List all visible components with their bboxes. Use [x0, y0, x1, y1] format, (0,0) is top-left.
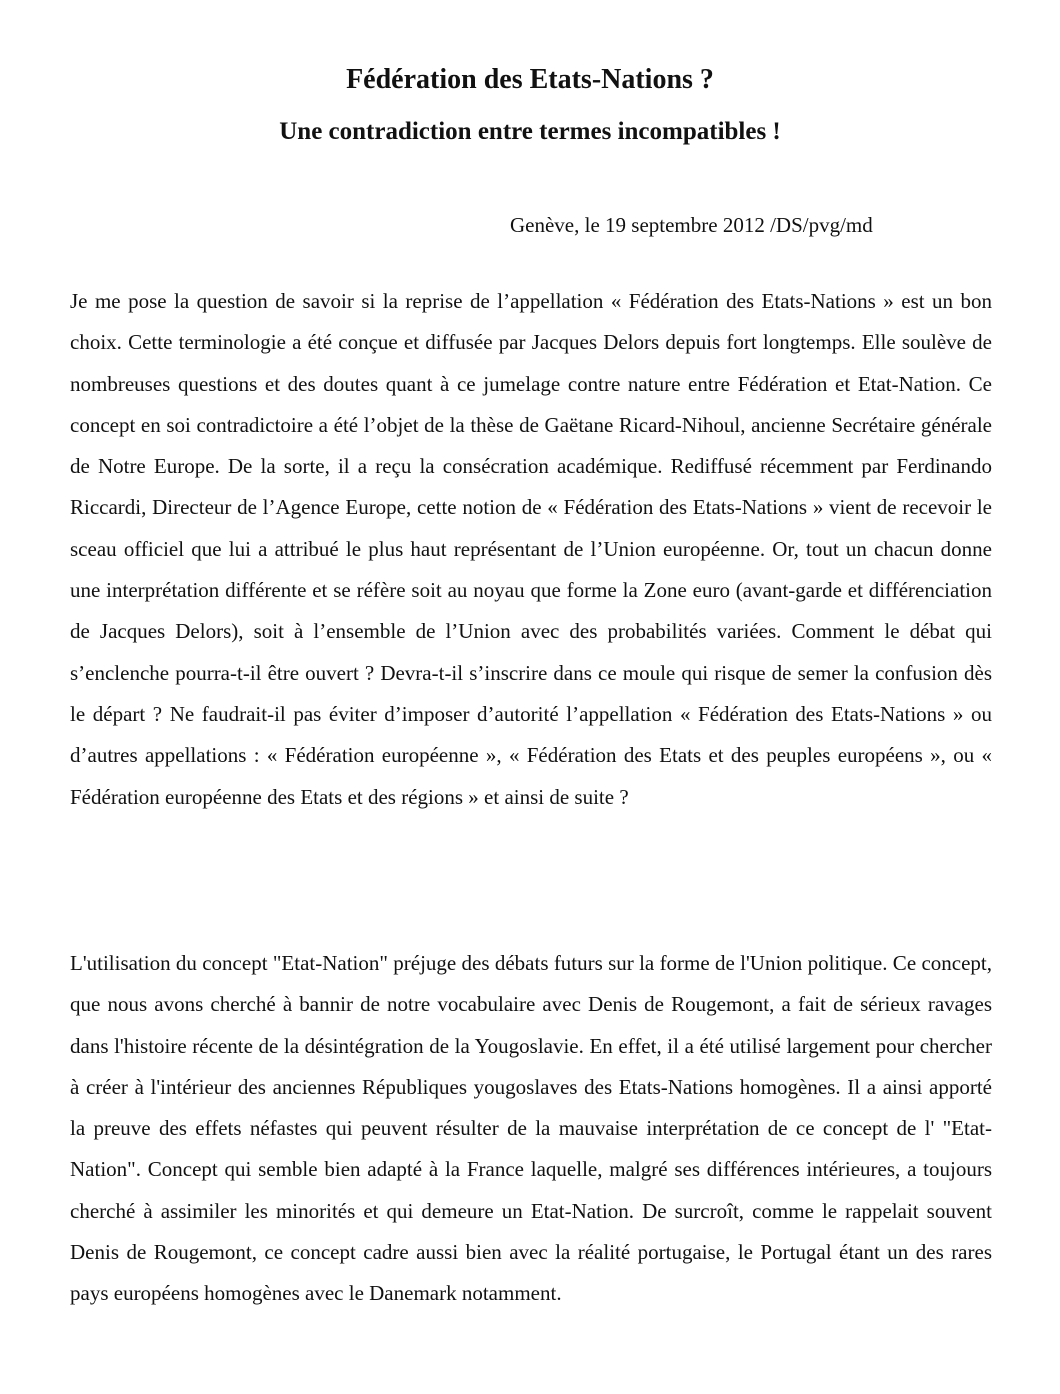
document-subtitle: Une contradiction entre termes incompatibles !: [279, 118, 781, 145]
body-paragraph-2: L'utilisation du concept "Etat-Nation" préjuge des débats futurs sur la forme de l'Union politique. Ce concept, que nous avons cherché à bannir de notre vocabulaire avec Denis de Rougemont, a fait de sérieux ravages dans l'histoire récente de la désintégration de la Yougoslavie. En effet, il a été utilisé largement pour chercher à créer à l'intérieur des anciennes Républiques yougoslaves des Etats-Nations homogènes. Il a ainsi apporté la preuve des effets néfastes qui peuvent résulter de la mauvaise interprétation de ce concept de l' "Etat-Nation". Concept qui semble bien adapté à la France laquelle, malgré ses différences intérieures, a toujours cherché à assimiler les minorités et qui demeure un Etat-Nation. De surcroît, comme le rappelait souvent Denis de Rougemont, ce concept cadre aussi bien avec la réalité portugaise, le Portugal étant un des rares pays européens homogènes avec le Danemark notamment.: [70, 951, 992, 1306]
body-paragraph-1: Je me pose la question de savoir si la reprise de l’appellation « Fédération des Etats-Nations » est un bon choix. Cette terminologie a été conçue et diffusée par Jacques Delors depuis fort longtemps. Elle soulève de nombreuses questions et des doutes quant à ce jumelage contre nature entre Fédération et Etat-Nation. Ce concept en soi contradictoire a été l’objet de la thèse de Gaëtane Ricard-Nihoul, ancienne Secrétaire générale de Notre Europe. De la sorte, il a reçu la consécration académique. Rediffusé récemment par Ferdinando Riccardi, Directeur de l’Agence Europe, cette notion de « Fédération des Etats-Nations » vient de recevoir le sceau officiel que lui a attribué le plus haut représentant de l’Union européenne. Or, tout un chacun donne une interprétation différente et se réfère soit au noyau que forme la Zone euro (avant-garde et différenciation de Jacques Delors), soit à l’ensemble de l’Union avec des probabilités variées. Comment le débat qui s’enclenche pourra-t-il être ouvert ? Devra-t-il s’inscrire dans ce moule qui risque de semer la confusion dès le départ ? Ne faudrait-il pas éviter d’imposer d’autorité l’appellation « Fédération des Etats-Nations » ou d’autres appellations : « Fédération européenne », « Fédération des Etats et des peuples européens », ou « Fédération européenne des Etats et des régions » et ainsi de suite ?: [70, 289, 992, 809]
document-title: Fédération des Etats-Nations ?: [346, 64, 714, 95]
dateline: Genève, le 19 septembre 2012 /DS/pvg/md: [510, 213, 873, 237]
